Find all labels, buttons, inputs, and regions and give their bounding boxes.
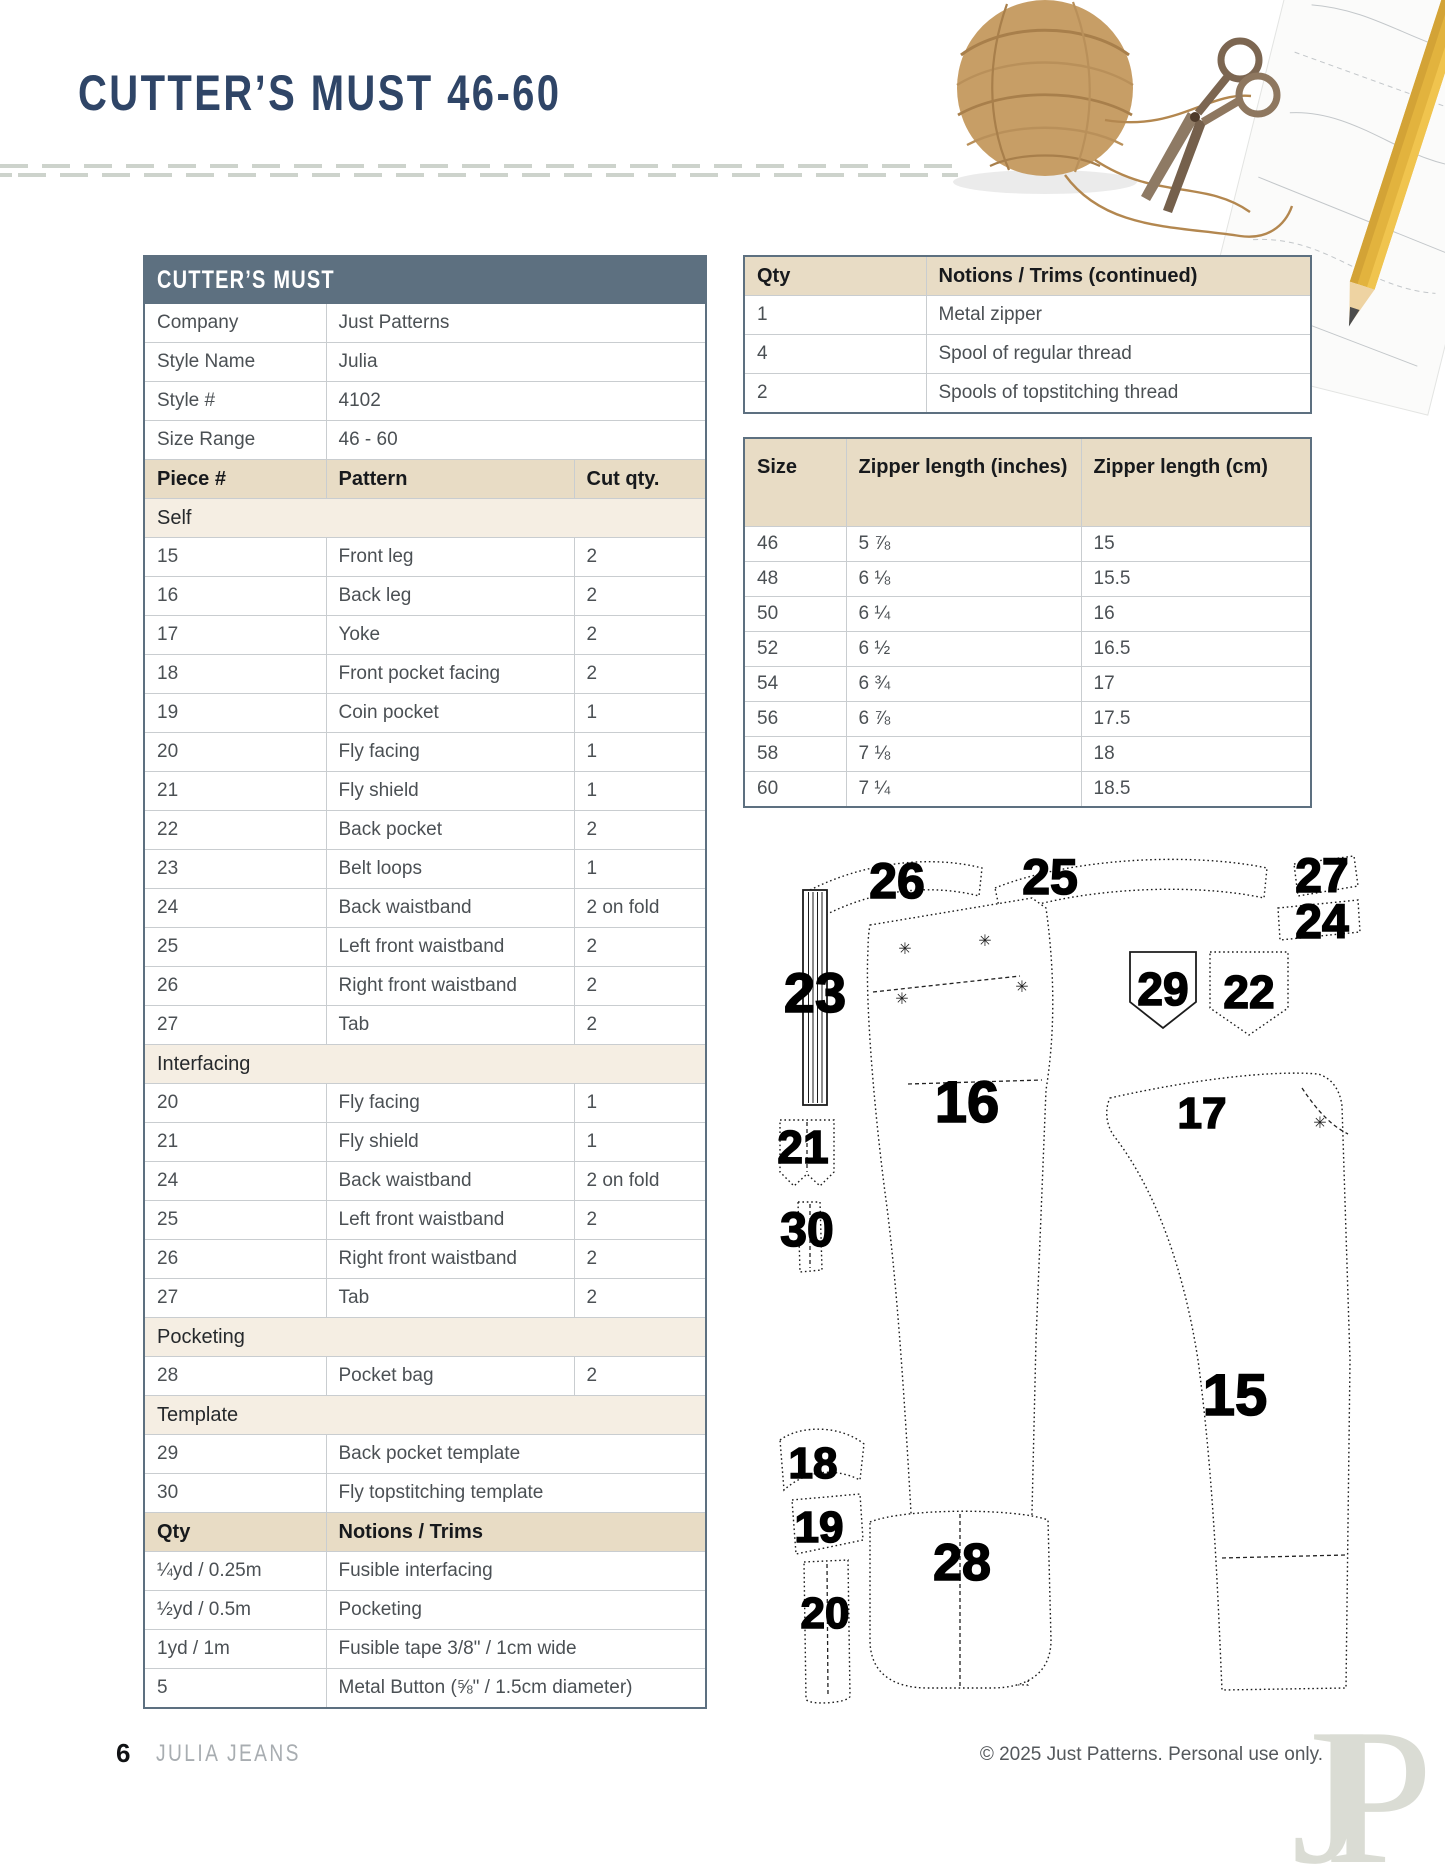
table-row — [144, 850, 706, 889]
cell: Tab — [326, 1279, 574, 1318]
cell: 2 — [574, 655, 706, 694]
section-row — [144, 1396, 706, 1435]
cell: 18 — [144, 655, 326, 694]
table-row — [144, 1201, 706, 1240]
notions-continued-rows — [744, 296, 1311, 414]
table-row — [144, 1669, 706, 1709]
cell: Back waistband — [326, 1162, 574, 1201]
table-row — [744, 527, 1311, 562]
section-label: Interfacing — [144, 1045, 706, 1084]
table-title-bar — [144, 256, 706, 304]
table-row — [144, 889, 706, 928]
svg-text:✳: ✳ — [1015, 979, 1029, 996]
notions-header-row — [144, 1513, 706, 1552]
cell: 1 — [574, 733, 706, 772]
table-row — [144, 382, 706, 421]
cell: 2 on fold — [574, 1162, 706, 1201]
cell: 16.5 — [1081, 632, 1311, 667]
twine-spool-illustration — [953, 0, 1137, 194]
cell: 28 — [144, 1357, 326, 1396]
cell: 30 — [144, 1474, 326, 1513]
table-row — [744, 335, 1311, 374]
cell: Left front waistband — [326, 928, 574, 967]
cell: 6 ¼ — [846, 597, 1081, 632]
cell: 7 ⅛ — [846, 737, 1081, 772]
cell: 50 — [744, 597, 846, 632]
cell: Right front waistband — [326, 1240, 574, 1279]
cell: Spools of topstitching thread — [926, 374, 1311, 414]
cell: 2 — [574, 967, 706, 1006]
cell: 17.5 — [1081, 702, 1311, 737]
copyright-notice: © 2025 Just Patterns. Personal use only. — [979, 1744, 1323, 1765]
table-row — [144, 1552, 706, 1591]
table-row — [144, 1279, 706, 1318]
zipper-rows — [744, 527, 1311, 808]
table-row — [144, 1357, 706, 1396]
cell: 1 — [574, 1123, 706, 1162]
table-row — [744, 667, 1311, 702]
cell: 24 — [144, 889, 326, 928]
cell: 20 — [144, 1084, 326, 1123]
cell: Left front waistband — [326, 1201, 574, 1240]
cell: 15 — [144, 538, 326, 577]
table-row — [144, 1591, 706, 1630]
piece-sections — [144, 499, 706, 1513]
table-row — [144, 1435, 706, 1474]
cell: 22 — [144, 811, 326, 850]
table-row — [144, 1630, 706, 1669]
cell: 1 — [574, 694, 706, 733]
cell: 2 — [574, 1006, 706, 1045]
cell: 17 — [1081, 667, 1311, 702]
cell: 2 — [574, 928, 706, 967]
cell: Style Name — [144, 343, 326, 382]
cell: Fly topstitching template — [326, 1474, 706, 1513]
table-row — [744, 562, 1311, 597]
column-header: Notions / Trims — [326, 1513, 706, 1552]
cell: 26 — [144, 1240, 326, 1279]
cell: Belt loops — [326, 850, 574, 889]
table-row — [144, 967, 706, 1006]
cell: 24 — [144, 1162, 326, 1201]
cell: 2 — [574, 1279, 706, 1318]
cell: Just Patterns — [326, 304, 706, 343]
column-header: Cut qty. — [574, 460, 706, 499]
section-row — [144, 1045, 706, 1084]
stitch-divider — [0, 164, 958, 180]
table-row — [144, 694, 706, 733]
cell: Fly shield — [326, 1123, 574, 1162]
cell: Back waistband — [326, 889, 574, 928]
cell: 58 — [744, 737, 846, 772]
table-row — [744, 702, 1311, 737]
table-row — [144, 772, 706, 811]
cell: 16 — [144, 577, 326, 616]
pattern-piece-number: 25 — [1022, 849, 1078, 905]
table-row — [744, 597, 1311, 632]
column-header: Qty — [744, 256, 926, 296]
pattern-piece-number: 24 — [1295, 896, 1349, 949]
section-row — [144, 499, 706, 538]
svg-text:✳: ✳ — [978, 933, 992, 950]
cell: Fly facing — [326, 1084, 574, 1123]
cell: 2 — [574, 538, 706, 577]
cell: 2 — [574, 1201, 706, 1240]
notions-continued-table — [743, 255, 1312, 414]
page-number: 6 — [116, 1738, 131, 1768]
table-row — [744, 374, 1311, 414]
cutters-must-table — [143, 255, 707, 1709]
cell: 46 — [744, 527, 846, 562]
svg-text:✳: ✳ — [895, 991, 909, 1008]
cell: 2 — [574, 616, 706, 655]
column-header: Piece # — [144, 460, 326, 499]
column-header: Zipper length (inches) — [846, 438, 1081, 527]
pattern-piece-number: 19 — [794, 1503, 844, 1552]
cell: 19 — [144, 694, 326, 733]
cell: 5 — [144, 1669, 326, 1709]
table-row — [144, 1240, 706, 1279]
table-row — [144, 733, 706, 772]
cell: Size Range — [144, 421, 326, 460]
cell: Metal Button (⅝" / 1.5cm diameter) — [326, 1669, 706, 1709]
column-header: Pattern — [326, 460, 574, 499]
cell: ½yd / 0.5m — [144, 1591, 326, 1630]
table-row — [144, 577, 706, 616]
cell: Fusible tape 3/8" / 1cm wide — [326, 1630, 706, 1669]
cell: 18.5 — [1081, 772, 1311, 808]
pattern-piece-number: 27 — [1295, 850, 1349, 903]
cell: 60 — [744, 772, 846, 808]
section-label: Self — [144, 499, 706, 538]
pattern-piece-number: 17 — [1177, 1089, 1227, 1138]
pattern-piece-number: 28 — [933, 1534, 991, 1592]
table-row — [144, 1006, 706, 1045]
table-row — [144, 811, 706, 850]
cell: 25 — [144, 928, 326, 967]
section-row — [144, 1318, 706, 1357]
table-row — [744, 296, 1311, 335]
cell: 46 - 60 — [326, 421, 706, 460]
cell: Julia — [326, 343, 706, 382]
cell: 18 — [1081, 737, 1311, 772]
cell: Style # — [144, 382, 326, 421]
cell: 5 ⅞ — [846, 527, 1081, 562]
cell: 29 — [144, 1435, 326, 1474]
cell: 6 ½ — [846, 632, 1081, 667]
cell: 6 ⅛ — [846, 562, 1081, 597]
table-row — [144, 616, 706, 655]
cell: Front pocket facing — [326, 655, 574, 694]
info-rows — [144, 304, 706, 460]
table-row — [144, 1084, 706, 1123]
svg-text:✳: ✳ — [898, 941, 912, 958]
cell: 15.5 — [1081, 562, 1311, 597]
cell: 15 — [1081, 527, 1311, 562]
column-header: Qty — [144, 1513, 326, 1552]
cell: 20 — [144, 733, 326, 772]
cell: Fly shield — [326, 772, 574, 811]
table-row — [744, 737, 1311, 772]
pattern-piece-number: 18 — [788, 1439, 838, 1488]
cell: Metal zipper — [926, 296, 1311, 335]
cell: 2 — [744, 374, 926, 414]
pattern-piece-number: 16 — [934, 1070, 1000, 1135]
pattern-layout-diagram — [770, 840, 1370, 1720]
cell: 26 — [144, 967, 326, 1006]
notions-rows — [144, 1552, 706, 1709]
cell: Tab — [326, 1006, 574, 1045]
cell: 2 — [574, 577, 706, 616]
cell: Yoke — [326, 616, 574, 655]
pattern-piece-number: 26 — [869, 853, 925, 909]
table-row — [144, 1474, 706, 1513]
cell: 6 ¾ — [846, 667, 1081, 702]
table-row — [144, 928, 706, 967]
table-row — [744, 632, 1311, 667]
column-header: Zipper length (cm) — [1081, 438, 1311, 527]
cell: 17 — [144, 616, 326, 655]
cell: 4102 — [326, 382, 706, 421]
cell: 27 — [144, 1279, 326, 1318]
table-row — [744, 772, 1311, 808]
footer-brand: JULIA JEANS — [156, 1740, 301, 1767]
cell: 2 — [574, 811, 706, 850]
column-header-row — [144, 460, 706, 499]
zipper-length-table — [743, 437, 1312, 808]
cell: 4 — [744, 335, 926, 374]
table-row — [144, 538, 706, 577]
cell: 21 — [144, 1123, 326, 1162]
cell: 1 — [574, 1084, 706, 1123]
pattern-piece-number: 29 — [1137, 963, 1189, 1015]
cell: Company — [144, 304, 326, 343]
cell: 1 — [574, 772, 706, 811]
cell: 2 on fold — [574, 889, 706, 928]
table-title: CUTTER’S MUST — [157, 265, 335, 294]
pattern-piece-number: 22 — [1223, 966, 1275, 1018]
cell: Front leg — [326, 538, 574, 577]
jp-monogram-logo: JP — [1291, 1689, 1390, 1870]
cell: 21 — [144, 772, 326, 811]
table-row — [144, 1123, 706, 1162]
cell: 27 — [144, 1006, 326, 1045]
cell: 25 — [144, 1201, 326, 1240]
cell: 1yd / 1m — [144, 1630, 326, 1669]
cell: ¼yd / 0.25m — [144, 1552, 326, 1591]
pattern-piece-number: 21 — [777, 1121, 829, 1173]
cell: 54 — [744, 667, 846, 702]
cell: 52 — [744, 632, 846, 667]
cell: 1 — [744, 296, 926, 335]
cell: 16 — [1081, 597, 1311, 632]
cell: 7 ¼ — [846, 772, 1081, 808]
table-row — [144, 655, 706, 694]
cell: Back pocket — [326, 811, 574, 850]
pattern-piece-number: 15 — [1202, 1363, 1268, 1428]
column-header: Notions / Trims (continued) — [926, 256, 1311, 296]
cell: Fusible interfacing — [326, 1552, 706, 1591]
cell: Coin pocket — [326, 694, 574, 733]
table-row — [144, 421, 706, 460]
cell: 6 ⅞ — [846, 702, 1081, 737]
table-row — [144, 1162, 706, 1201]
table-row — [144, 304, 706, 343]
cell: 23 — [144, 850, 326, 889]
page-title: CUTTER’S MUST 46-60 — [78, 65, 562, 121]
cell: Pocketing — [326, 1591, 706, 1630]
column-header-row — [744, 256, 1311, 296]
cell: Pocket bag — [326, 1357, 574, 1396]
pattern-piece-number: 30 — [780, 1204, 834, 1257]
cell: 1 — [574, 850, 706, 889]
cell: 2 — [574, 1357, 706, 1396]
cell: Spool of regular thread — [926, 335, 1311, 374]
cell: Back pocket template — [326, 1435, 706, 1474]
cell: Back leg — [326, 577, 574, 616]
section-label: Template — [144, 1396, 706, 1435]
cell: 48 — [744, 562, 846, 597]
pattern-piece-number: 23 — [783, 961, 847, 1024]
pattern-piece-number: 20 — [800, 1589, 850, 1638]
cell: Right front waistband — [326, 967, 574, 1006]
column-header-row — [744, 438, 1311, 527]
table-row — [144, 343, 706, 382]
cell: 2 — [574, 1240, 706, 1279]
cell: 56 — [744, 702, 846, 737]
column-header: Size — [744, 438, 846, 527]
cell: Fly facing — [326, 733, 574, 772]
svg-text:✳: ✳ — [1313, 1115, 1327, 1132]
section-label: Pocketing — [144, 1318, 706, 1357]
